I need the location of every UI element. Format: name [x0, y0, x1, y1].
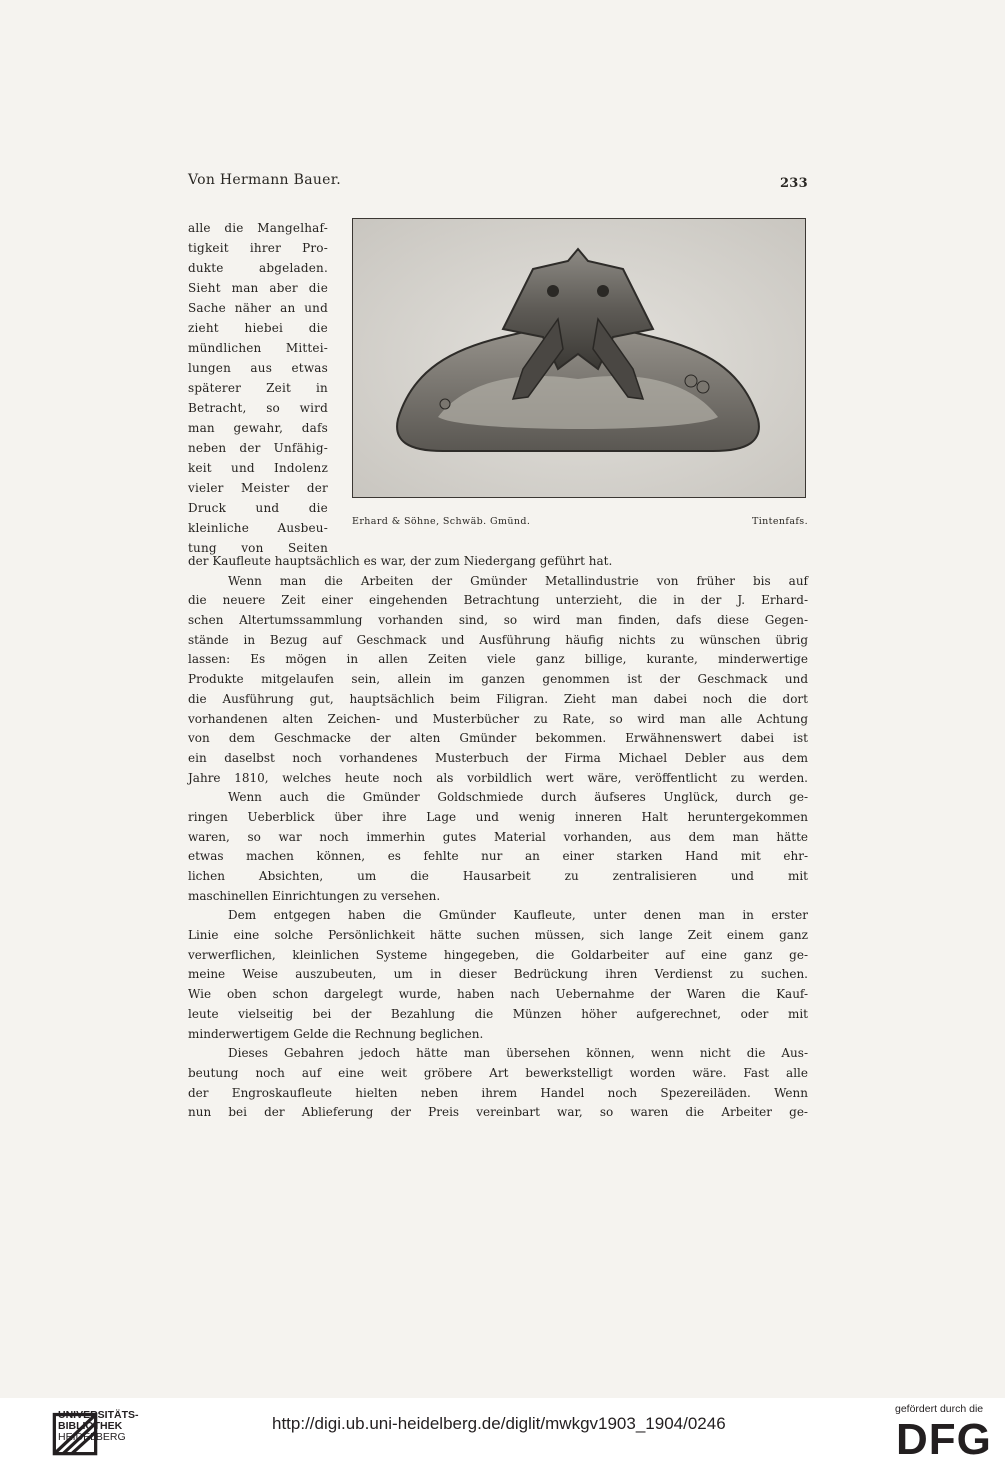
text-line: Dieses Gebahren jedoch hätte man übersehen können, wenn nicht die Aus-: [228, 1046, 808, 1061]
text-line: Wenn auch die Gmünder Goldschmiede durch äufseres Unglück, durch ge-: [228, 790, 808, 805]
body-text: [188, 552, 808, 1123]
caption-object: Tintenfafs.: [751, 516, 808, 527]
text-line: meine Weise auszubeuten, um in dieser Bedrückung ihren Verdienst zu suchen.: [188, 967, 808, 982]
side-line: lungen aus etwas: [188, 361, 328, 375]
side-line: kleinliche Ausbeu-: [188, 521, 328, 535]
running-header: [188, 172, 808, 194]
permalink-url[interactable]: http://digi.ub.uni-heidelberg.de/diglit/mwkgv1903_1904/0246: [272, 1414, 726, 1433]
library-name[interactable]: [58, 1410, 139, 1443]
text-line: die neuere Zeit einer eingehenden Betrachtung unterzieht, die in der J. Erhard-: [188, 593, 808, 608]
viewer-footer: [0, 1398, 1005, 1469]
text-line: verwerflichen, kleinlichen Systeme hingegeben, die Goldarbeiter auf eine ganz ge-: [188, 947, 808, 962]
side-line: tigkeit ihrer Pro-: [188, 241, 328, 255]
side-line: keit und Indolenz: [188, 461, 328, 475]
text-line: lichen Absichten, um die Hausarbeit zu zentralisieren und mit: [188, 869, 808, 883]
side-line: alle die Mangelhaf-: [188, 221, 328, 235]
dfg-logo[interactable]: DFG: [896, 1415, 992, 1464]
text-line: maschinellen Einrichtungen zu versehen.: [188, 888, 441, 903]
side-line: mündlichen Mittei-: [188, 341, 328, 355]
text-line: ein daselbst noch vorhandenes Musterbuch der Firma Michael Debler aus dem: [188, 750, 808, 765]
side-line: vieler Meister der: [188, 481, 328, 495]
side-line: dukte abgeladen.: [188, 261, 328, 275]
side-line: Sache näher an und: [188, 301, 328, 315]
text-line: der Kaufleute hauptsächlich es war, der zum Niedergang geführt hat.: [188, 554, 613, 568]
text-line: Wenn man die Arbeiten der Gmünder Metallindustrie von früher bis auf: [228, 573, 808, 588]
caption-maker: Erhard & Söhne, Schwäb. Gmünd.: [352, 516, 531, 527]
text-line: Produkte mitgelaufen sein, allein im ganzen genommen ist der Geschmack und: [188, 672, 808, 687]
inkwell-photograph: [352, 218, 806, 498]
text-line: Jahre 1810, welches heute noch als vorbildlich wert wäre, veröffentlicht zu werden.: [188, 770, 808, 785]
text-line: die Ausführung gut, hauptsächlich beim Filigran. Zieht man dabei noch die dort: [188, 691, 808, 706]
text-line: Wie oben schon dargelegt wurde, haben nach Uebernahme der Waren die Kauf-: [188, 987, 808, 1002]
side-line: neben der Unfähig-: [188, 441, 328, 455]
side-line: Betracht, so wird: [188, 401, 328, 415]
funder-label: gefördert durch die: [895, 1403, 984, 1415]
text-line: Dem entgegen haben die Gmünder Kaufleute, unter denen man in erster: [228, 908, 808, 923]
side-line: tung von Seiten: [188, 541, 328, 555]
library-name-line: UNIVERSITÄTS-: [58, 1409, 139, 1421]
page-number: 233: [779, 176, 808, 191]
text-line: etwas machen können, es fehlte nur an einer starken Hand mit ehr-: [188, 849, 808, 864]
text-line: der Engroskaufleute hielten neben ihrem Handel noch Spezereiläden. Wenn: [188, 1085, 808, 1100]
text-line: schen Altertumssammlung vorhanden sind, so wird man finden, dafs diese Gegen-: [188, 613, 808, 628]
library-name-line: HEIDELBERG: [58, 1431, 126, 1443]
side-line: Druck und die: [188, 501, 328, 515]
text-line: vorhandenen alten Zeichen- und Musterbücher zu Rate, so wird man alle Achtung: [188, 711, 808, 726]
inkwell-illustration: [353, 219, 806, 498]
text-line: von dem Geschmacke der alten Gmünder bekommen. Erwähnenswert dabei ist: [188, 731, 808, 746]
text-line: waren, so war noch immerhin gutes Material vorhanden, aus dem man hätte: [188, 829, 808, 844]
text-line: minderwertigem Gelde die Rechnung beglichen.: [188, 1026, 484, 1041]
side-line: zieht hiebei die: [188, 321, 328, 335]
library-name-line: BIBLIOTHEK: [58, 1420, 123, 1432]
text-line: leute vielseitig bei der Bezahlung die Münzen höher aufgerechnet, oder mit: [188, 1006, 808, 1021]
text-line: lassen: Es mögen in allen Zeiten viele ganz billige, kurante, minderwertige: [188, 652, 808, 667]
side-column-text: [188, 218, 328, 558]
figure-caption: [352, 516, 808, 530]
text-line: beutung noch auf eine weit gröbere Art bewerkstelligt worden wäre. Fast alle: [188, 1065, 808, 1080]
text-line: Linie eine solche Persönlichkeit hätte suchen müssen, sich lange Zeit einem ganz: [188, 928, 808, 943]
side-line: Sieht man aber die: [188, 281, 328, 295]
text-line: ringen Ueberblick über ihre Lage und wenig inneren Halt heruntergekommen: [188, 809, 808, 824]
side-line: man gewahr, dafs: [188, 421, 328, 435]
running-title: Von Hermann Bauer.: [188, 172, 341, 188]
side-line: späterer Zeit in: [188, 381, 328, 395]
text-line: nun bei der Ablieferung der Preis vereinbart war, so waren die Arbeiter ge-: [188, 1105, 808, 1120]
text-line: stände in Bezug auf Geschmack und Ausführung häufig nichts zu wünschen übrig: [188, 632, 808, 647]
